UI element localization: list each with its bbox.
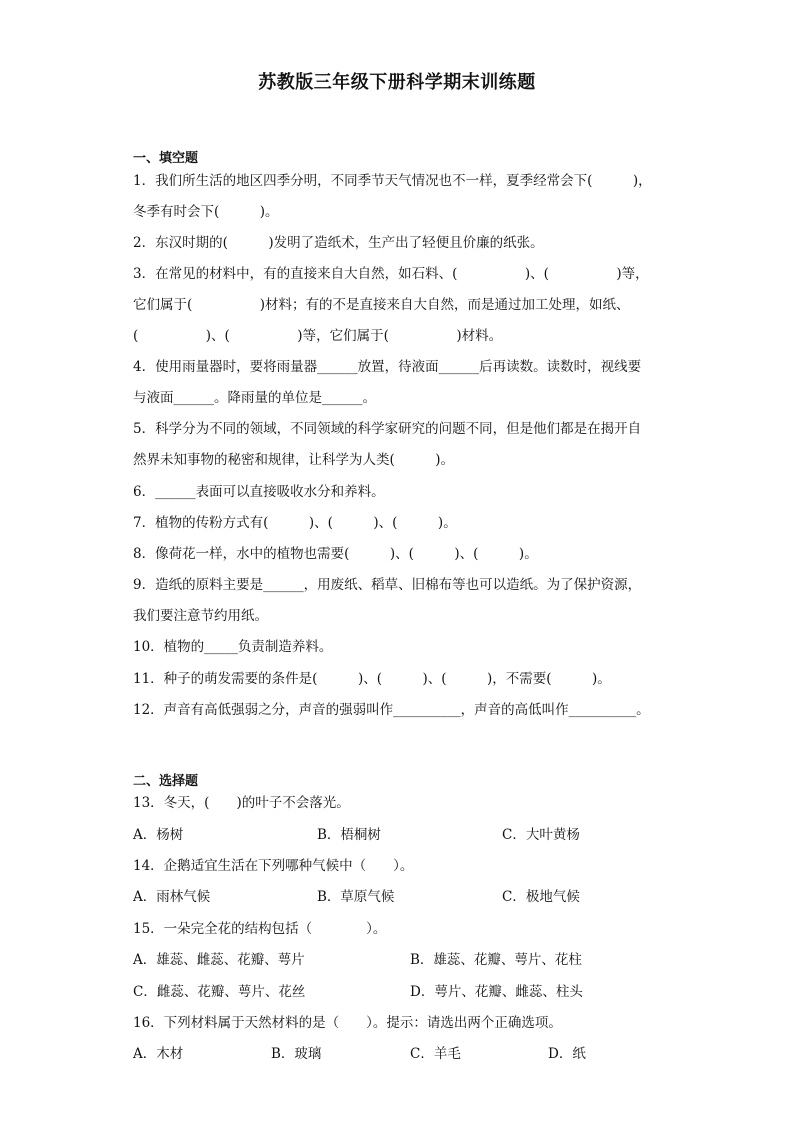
section-heading-fill-blank: 一、填空题 <box>133 151 199 166</box>
question-stem: 16．下列材料属于天然材料的是（ ）。提示：请选出两个正确选项。 <box>133 1015 562 1031</box>
question-line: 与液面______。降雨量的单位是______。 <box>133 390 376 406</box>
question-line: 然界未知事物的秘密和规律，让科学为人类( )。 <box>133 452 455 468</box>
question-stem: 15．一朵完全花的结构包括（ ）。 <box>133 921 387 937</box>
option-c: C．羊毛 <box>410 1046 461 1062</box>
question-line: 8．像荷花一样，水中的植物也需要( )、( )、( )。 <box>133 546 538 562</box>
option-b: B．玻璃 <box>271 1046 322 1062</box>
question-line: 7．植物的传粉方式有( )、( )、( )。 <box>133 515 457 531</box>
option-a: A．木材 <box>133 1046 184 1062</box>
option-c: C．大叶黄杨 <box>502 827 580 843</box>
question-stem: 13．冬天，( )的叶子不会落光。 <box>133 795 350 811</box>
option-c: C．雌蕊、花瓣、萼片、花丝 <box>133 984 306 1000</box>
option-b: B．梧桐树 <box>317 827 381 843</box>
question-line: ( )、( )等，它们属于( )材料。 <box>133 328 503 344</box>
section-heading-choice: 二、选择题 <box>133 774 199 789</box>
option-d: D．萼片、花瓣、雌蕊、柱头 <box>410 984 583 1000</box>
question-line: 9．造纸的原料主要是______，用废纸、稻草、旧棉布等也可以造纸。为了保护资源， <box>133 577 642 593</box>
option-a: A．杨树 <box>133 827 184 843</box>
option-a: A．雄蕊、雌蕊、花瓣、萼片 <box>133 952 305 968</box>
question-line: 2．东汉时期的( )发明了造纸术，生产出了轻便且价廉的纸张。 <box>133 235 544 251</box>
option-b: B．雄蕊、花瓣、萼片、花柱 <box>410 952 582 968</box>
question-line: 10．植物的_____负责制造养料。 <box>133 639 333 655</box>
question-line: 4．使用雨量器时，要将雨量器______放置，待液面______后再读数。读数时，视线要 <box>133 359 642 375</box>
question-stem: 14．企鹅适宜生活在下列哪种气候中（ ）。 <box>133 858 414 874</box>
page-title: 苏教版三年级下册科学期末训练题 <box>258 72 536 93</box>
option-c: C．极地气候 <box>502 889 580 905</box>
option-d: D．纸 <box>548 1046 586 1062</box>
question-line: 我们要注意节约用纸。 <box>133 608 268 624</box>
option-b: B．草原气候 <box>317 889 395 905</box>
question-line: 1．我们所生活的地区四季分明，不同季节天气情况也不一样，夏季经常会下( )， <box>133 173 652 189</box>
question-line: 5．科学分为不同的领域，不同领域的科学家研究的问题不同，但是他们都是在揭开自 <box>133 421 642 437</box>
option-a: A．雨林气候 <box>133 889 211 905</box>
question-line: 11．种子的萌发需要的条件是( )、( )、( )，不需要( )。 <box>133 671 611 687</box>
question-line: 它们属于( )材料；有的不是直接来自大自然，而是通过加工处理，如纸、 <box>133 297 630 313</box>
question-line: 冬季有时会下( )。 <box>133 204 279 220</box>
question-line: 12．声音有高低强弱之分，声音的强弱叫作__________，声音的高低叫作__________。 <box>133 702 650 718</box>
question-line: 6．______表面可以直接吸收水分和养料。 <box>133 484 385 500</box>
question-line: 3．在常见的材料中，有的直接来自大自然，如石料、( )、( )等， <box>133 266 649 282</box>
